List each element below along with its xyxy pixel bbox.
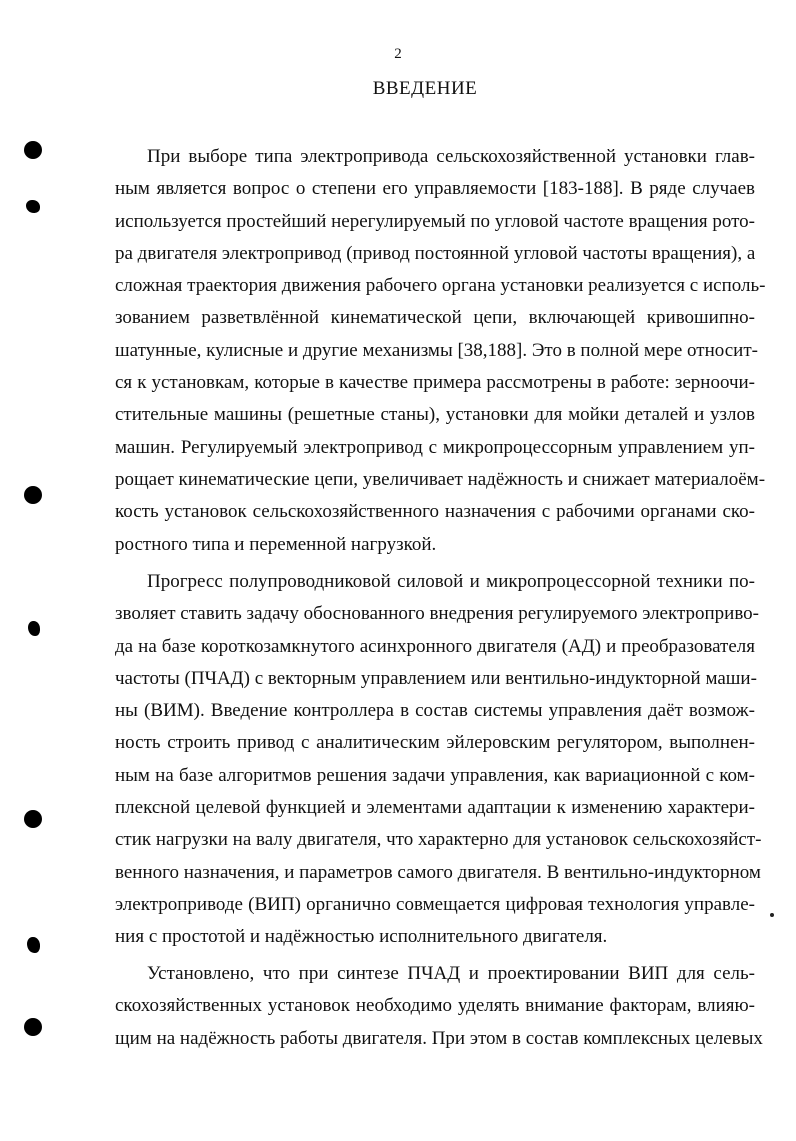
scan-smudge-mark bbox=[27, 937, 40, 953]
text-line: зволяет ставить задачу обоснованного внедрения регулируемого электроприво- bbox=[115, 603, 760, 625]
text-line: ность строить привод с аналитическим эйлеровским регулятором, выполнен- bbox=[115, 732, 755, 754]
text-line: ся к установкам, которые в качестве примера рассмотрены в работе: зерноочи- bbox=[115, 372, 755, 394]
text-line: скохозяйственных установок необходимо уделять внимание факторам, влияю- bbox=[115, 995, 755, 1017]
text-line: шатунные, кулисные и другие механизмы [38,188]. Это в полной мере относит- bbox=[115, 339, 758, 361]
text-line: частоты (ПЧАД) с векторным управлением или вентильно-индукторной маши- bbox=[115, 667, 757, 689]
text-line: сложная траектория движения рабочего органа установки реализуется с исполь- bbox=[115, 275, 766, 297]
page-number: 2 bbox=[394, 46, 402, 62]
text-line: ния с простотой и надёжностью исполнительного двигателя. bbox=[115, 926, 608, 948]
paragraph-2 bbox=[115, 566, 762, 954]
binder-hole-mark bbox=[24, 486, 42, 504]
text-line: ны (ВИМ). Введение контроллера в состав системы управления даёт возмож- bbox=[115, 700, 755, 722]
text-line: При выборе типа электропривода сельскохозяйственной установки глав- bbox=[147, 146, 755, 167]
paragraph-1 bbox=[115, 141, 766, 561]
text-line: щим на надёжность работы двигателя. При этом в состав комплексных целевых bbox=[115, 1027, 763, 1049]
text-line: венного назначения, и параметров самого двигателя. В вентильно-индукторном bbox=[115, 861, 761, 883]
text-line: да на базе короткозамкнутого асинхронного двигателя (АД) и преобразователя bbox=[115, 635, 755, 657]
text-line: плексной целевой функцией и элементами адаптации к изменению характери- bbox=[115, 797, 755, 819]
text-line: кость установок сельскохозяйственного назначения с рабочими органами ско- bbox=[115, 501, 755, 523]
scan-smudge-mark bbox=[26, 200, 40, 213]
binder-hole-mark bbox=[24, 810, 42, 828]
text-line: рощает кинематические цепи, увеличивает надёжность и снижает материалоём- bbox=[115, 468, 766, 490]
text-line: Установлено, что при синтезе ПЧАД и проектировании ВИП для сель- bbox=[147, 963, 755, 984]
scan-speck-mark bbox=[770, 913, 774, 917]
text-line: ным на базе алгоритмов решения задачи управления, как вариационной с ком- bbox=[115, 764, 755, 786]
text-line: ным является вопрос о степени его управляемости [183-188]. В ряде случаев bbox=[115, 178, 755, 200]
text-line: ра двигателя электропривод (привод постоянной угловой частоты вращения), а bbox=[115, 242, 756, 264]
binder-hole-mark bbox=[24, 1018, 42, 1036]
text-line: Прогресс полупроводниковой силовой и микропроцессорной техники по- bbox=[147, 571, 755, 592]
text-line: стительные машины (решетные станы), установки для мойки деталей и узлов bbox=[115, 404, 755, 426]
paragraph-3 bbox=[115, 958, 763, 1055]
scan-smudge-mark bbox=[28, 621, 40, 636]
text-line: используется простейший нерегулируемый по угловой частоте вращения рото- bbox=[115, 210, 756, 232]
binder-hole-mark bbox=[24, 141, 42, 159]
text-line: машин. Регулируемый электропривод с микропроцессорным управлением уп- bbox=[115, 436, 755, 458]
section-heading: ВВЕДЕНИЕ bbox=[372, 78, 478, 99]
text-line: зованием разветвлённой кинематической цепи, включающей кривошипно- bbox=[115, 307, 755, 329]
text-line: ростного типа и переменной нагрузкой. bbox=[115, 533, 437, 555]
text-line: электроприводе (ВИП) органично совмещается цифровая технология управле- bbox=[115, 893, 755, 915]
text-line: стик нагрузки на валу двигателя, что характерно для установок сельскохозяйст- bbox=[115, 829, 762, 851]
